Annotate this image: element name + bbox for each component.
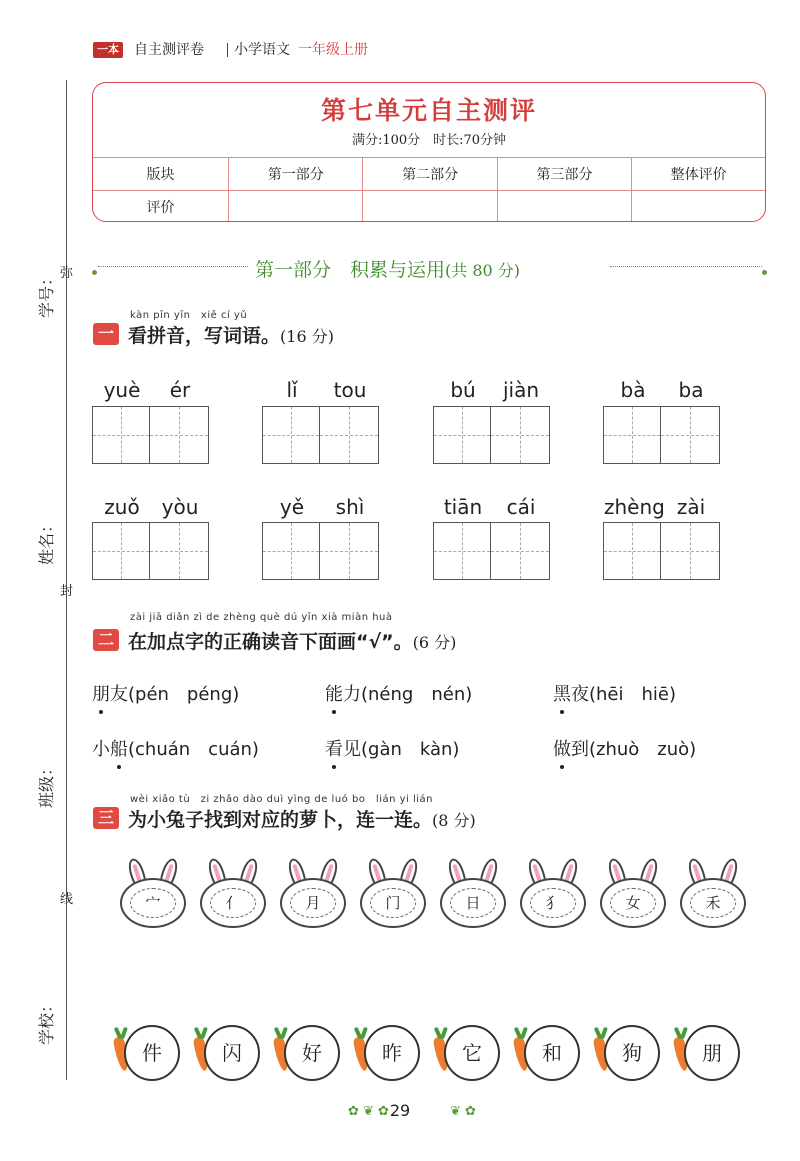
word-pinyin [433,495,551,519]
syllable: cái [506,495,536,519]
writing-grid[interactable] [92,406,210,464]
table-cell[interactable] [363,191,497,223]
radical: 月 [290,888,336,918]
writing-grid[interactable] [433,406,551,464]
bunny-card[interactable] [516,858,590,930]
bunny-face [280,878,346,928]
exam-info: 满分:100分 时长:70分钟 [351,133,507,148]
grid-cell[interactable] [150,522,209,580]
reading-item[interactable] [325,680,472,706]
pinyin-options[interactable]: (hēi hiē) [589,684,677,705]
reading-item[interactable] [553,680,676,706]
bunny-face [600,878,666,928]
syllable: zuǒ [104,495,140,519]
class-label: 班级： [37,759,56,808]
leaf-icon [194,1027,208,1039]
dotted-char: 做 [553,735,571,761]
bunny-face [440,878,506,928]
carrot-character: 件 [124,1025,180,1081]
writing-grid[interactable] [603,406,721,464]
seal-char: 弥 [60,266,74,281]
pinyin-options[interactable]: (chuán cuán) [128,739,259,760]
word-pinyin [262,495,380,519]
bunny-face [120,878,186,928]
syllable: ba [678,378,704,402]
pinyin-options[interactable]: (gàn kàn) [361,739,460,760]
grid-cell[interactable] [320,522,379,580]
table-cell: 整体评价 [632,158,765,191]
table-cell: 版块 [93,158,229,191]
carrot-card[interactable] [430,1025,510,1081]
syllable: yuè [103,378,141,402]
grid-cell[interactable] [491,522,550,580]
page-number: 29 [389,1101,411,1120]
syllable: jiàn [502,378,540,402]
name-label: 姓名： [37,516,56,565]
carrot-character: 闪 [204,1025,260,1081]
grade-name: 一年级上册 [298,42,368,58]
bunny-card[interactable] [676,858,750,930]
bunny-card[interactable] [276,858,350,930]
syllable: yě [279,495,305,519]
banner-dot [92,270,97,275]
banner-line [98,266,248,267]
syllable: bú [450,378,476,402]
bunny-card[interactable] [196,858,270,930]
leaf-icon [514,1027,528,1039]
grid-cell[interactable] [262,406,320,464]
pinyin-options[interactable]: (zhuò zuò) [589,739,697,760]
writing-grid[interactable] [262,406,380,464]
syllable: zài [676,495,706,519]
word-pinyin [92,378,210,402]
bunny-card[interactable] [116,858,190,930]
grid-cell[interactable] [661,406,720,464]
writing-grid[interactable] [603,522,721,580]
reading-item[interactable] [92,680,239,706]
radical: 宀 [130,888,176,918]
carrot-card[interactable] [190,1025,270,1081]
question-pinyin: wèi xiǎo tù zi zhǎo dào duì yìng de luó bo lián yi lián [130,794,434,805]
grid-cell[interactable] [92,406,150,464]
carrot-card[interactable] [350,1025,430,1081]
word-pinyin [433,378,551,402]
pinyin-options[interactable]: (néng nén) [361,684,473,705]
grid-cell[interactable] [433,522,491,580]
reading-item[interactable] [553,735,696,761]
grid-cell[interactable] [603,522,661,580]
question-number: 一 [93,323,119,345]
radical: 女 [610,888,656,918]
dotted-char: 黑 [553,680,571,706]
reading-item[interactable] [92,735,259,761]
writing-grid[interactable] [433,522,551,580]
carrot-character: 狗 [604,1025,660,1081]
syllable: bà [620,378,646,402]
question-text: 看拼音，写词语。(16 分) [128,325,334,347]
leaf-icon [354,1027,368,1039]
section-title: 第一部分 积累与运用(共 80 分) [255,259,521,281]
word-char: 到 [571,739,589,760]
dotted-char: 朋 [92,680,110,706]
table-cell: 评价 [93,191,229,223]
radical: 禾 [690,888,736,918]
table-cell[interactable] [632,191,765,223]
grid-cell[interactable] [491,406,550,464]
dotted-char: 能 [325,680,343,706]
carrot-character: 和 [524,1025,580,1081]
writing-grid[interactable] [92,522,210,580]
grid-cell[interactable] [262,522,320,580]
word-pinyin [603,378,721,402]
subject-name: 小学语文 [234,42,290,58]
brand-logo: 一本 [93,42,123,58]
page-title: 第七单元自主测评 [320,96,537,125]
banner-line [610,266,762,267]
student-id-label: 学号： [37,269,56,318]
header-divider [227,43,228,57]
radical: 日 [450,888,496,918]
radical: 亻 [210,888,256,918]
leaf-icon [674,1027,688,1039]
grid-cell[interactable] [603,406,661,464]
title-box [92,82,766,222]
word-char: 见 [343,739,361,760]
bunny-face [360,878,426,928]
dotted-char: 看 [325,735,343,761]
radical: 犭 [530,888,576,918]
bunny-face [680,878,746,928]
question-text: 为小兔子找到对应的萝卜，连一连。(8 分) [128,809,476,831]
carrot-card[interactable] [670,1025,750,1081]
syllable: tou [333,378,367,402]
bunny-face [200,878,266,928]
grid-cell[interactable] [150,406,209,464]
question-number: 三 [93,807,119,829]
question-number: 二 [93,629,119,651]
grid-cell[interactable] [320,406,379,464]
syllable: lǐ [286,378,298,402]
grid-cell[interactable] [433,406,491,464]
word-pinyin [603,495,721,519]
seal-char: 线 [60,892,74,907]
radical: 门 [370,888,416,918]
syllable: shì [335,495,365,519]
table-cell: 第三部分 [497,158,631,191]
carrot-card[interactable] [590,1025,670,1081]
sprout-icon: ✿ ❦ ✿ [348,1104,389,1119]
syllable: yòu [161,495,199,519]
school-label: 学校： [37,996,56,1045]
leaf-icon [114,1027,128,1039]
carrot-card[interactable] [110,1025,190,1081]
word-char: 小 [92,739,110,760]
syllable: zhèng [604,495,665,519]
carrot-character: 它 [444,1025,500,1081]
carrot-character: 好 [284,1025,340,1081]
carrot-character: 昨 [364,1025,420,1081]
sprout-icon: ❦ ✿ [450,1104,476,1119]
word-pinyin [262,378,380,402]
carrot-character: 朋 [684,1025,740,1081]
dotted-char: 船 [110,735,128,761]
evaluation-table [93,157,765,222]
table-cell[interactable] [229,191,363,223]
leaf-icon [434,1027,448,1039]
question-text: 在加点字的正确读音下面画“√”。(6 分) [128,631,457,653]
series-name: 自主测评卷 [134,42,204,58]
syllable: tiān [443,495,483,519]
word-pinyin [92,495,210,519]
bunny-card[interactable] [596,858,670,930]
bunny-face [520,878,586,928]
writing-grid[interactable] [262,522,380,580]
table-cell[interactable] [497,191,631,223]
grid-cell[interactable] [92,522,150,580]
word-char: 夜 [571,684,589,705]
banner-dot [762,270,767,275]
reading-item[interactable] [325,735,459,761]
carrot-card[interactable] [270,1025,350,1081]
carrot-card[interactable] [510,1025,590,1081]
table-cell: 第一部分 [229,158,363,191]
bunny-card[interactable] [436,858,510,930]
table-cell: 第二部分 [363,158,497,191]
word-char: 友 [110,684,128,705]
seal-char: 封 [60,584,74,599]
syllable: ér [169,378,191,402]
question-pinyin: zài jiā diǎn zì de zhèng què dú yīn xià miàn huà [130,612,393,623]
pinyin-options[interactable]: (pén péng) [128,684,240,705]
leaf-icon [594,1027,608,1039]
word-char: 力 [343,684,361,705]
leaf-icon [274,1027,288,1039]
question-pinyin: kàn pīn yīn xiě cí yǔ [130,310,248,321]
bunny-card[interactable] [356,858,430,930]
grid-cell[interactable] [661,522,720,580]
